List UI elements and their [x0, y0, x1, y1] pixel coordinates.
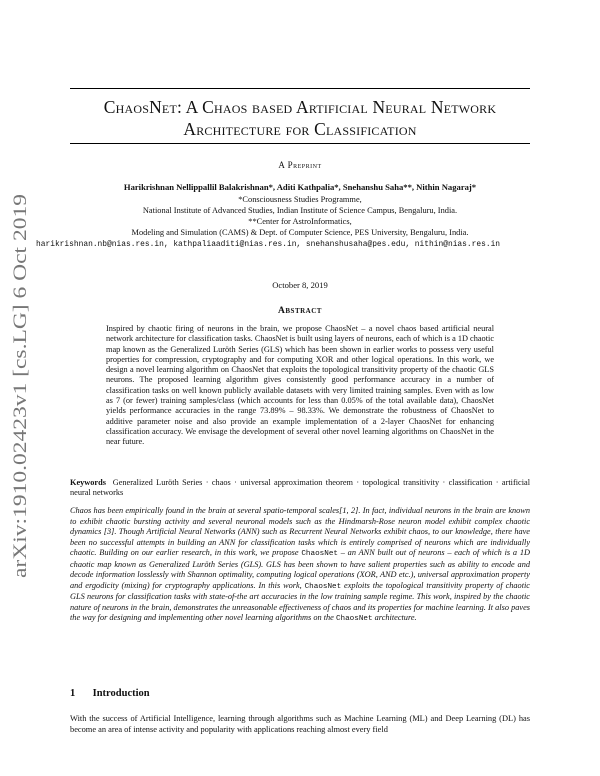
section-heading-introduction [70, 688, 530, 699]
paper-title [60, 96, 540, 140]
intro-summary-part-2: – an ANN built out of neurons – each of which is a 1D chaotic map known as Generalized Luröth Series (GLS). GLS has been shown to have salient properties such as ability to encode and decode information losslessly with Shannon optimality, computing logical operations (XOR, AND etc.), universal approximation property and ergodicity (mixing) for cryptography applications. In this work, [70, 548, 530, 590]
arxiv-stamp [6, 192, 34, 578]
title-line-2: Architecture for Classification [183, 119, 417, 139]
chaosnet-term-3: ChaosNet [335, 615, 373, 623]
keywords-label: Keywords [70, 478, 106, 487]
keywords-text: Generalized Luröth Series · chaos · universal approximation theorem · topological transitivity · classification · artificial neural networks [70, 478, 531, 498]
author-list: Harikrishnan Nellippallil Balakrishnan*, Aditi Kathpalia*, Snehanshu Saha**, Nithin Nagaraj* [123, 182, 477, 192]
intro-summary-part-1: Chaos has been empirically found in the brain at several spatio-temporal scales[1, 2]. In fact, individual neurons in the brain are known to exhibit chaotic bursting activity and several neuronal models such as the Hindmarsh-Rose neuron model exhibit complex chaotic dynamics [3]. Though Artificial Neural Networks (ANN) such as Recurrent Neural Networks exhibit chaos, to our knowledge, there have been no successful attempts in building an ANN for classification tasks which is entirely comprised of neurons which are individually chaotic. Building on our earlier research, in this work, we propose [70, 506, 530, 557]
chaosnet-term-2: ChaosNet [304, 582, 342, 591]
title-line-1: ChaosNet: A Chaos based Artificial Neural Network [103, 97, 497, 117]
section-number: 1 [70, 688, 76, 699]
chaosnet-term-1: ChaosNet [301, 550, 338, 558]
abstract-text: Inspired by chaotic firing of neurons in the brain, we propose ChaosNet – a novel chaos based artificial neural network architecture for classification tasks. ChaosNet is built using layers of neurons, each of which is a 1D chaotic map known as the Generalized Luröth Series (GLS) which has been shown in earlier works to possess very useful properties for compression, cryptography and for computing XOR and other logical operations. In this work, we design a novel learning algorithm on ChaosNet that exploits the topological transitivity property of the chaotic GLS neurons. The proposed learning algorithm gives consistently good performance accuracy in a number of classification tasks on well known publicly available datasets with very limited training samples. Even with as low as 7 (or fewer) training samples/class (which accounts for less than 0.05% of the total available data), ChaosNet yields performance accuracies in the range 73.89% – 98.33%. We demonstrate the robustness of ChaosNet to additive parameter noise and also provide an example implementation of a 2-layer ChaosNet for enhancing classification accuracy. We envisage the development of several other novel learning algorithms on ChaosNet in the near future. [106, 324, 494, 447]
preprint-label: A Preprint [278, 160, 322, 170]
title-rule-top [70, 88, 530, 89]
intro-summary-part-3: exploits the topological transitivity property of chaotic GLS neurons for classification tasks with state-of-the art accuracies in the low training sample regime. This work, inspired by the chaotic nature of neurons in the brain, demonstrates the unreasonable effectiveness of chaos and its properties for machine learning. It also paves the way for designing and implementing other novel learning algorithms on the [70, 580, 530, 622]
intro-summary-part-4: architecture. [372, 613, 417, 622]
arxiv-stamp-text: arXiv:1910.02423v1 [cs.LG] 6 Oct 2019 [10, 267, 31, 578]
paper-date: October 8, 2019 [272, 280, 328, 290]
affiliation-4: Modeling and Simulation (CAMS) & Dept. of Computer Science, PES University, Bengaluru, India. [131, 228, 469, 237]
author-emails: harikrishnan.nb@nias.res.in, kathpaliaaditi@nias.res.in, snehanshusaha@pes.edu, nithin@nias.res.in [36, 240, 501, 249]
introduction-text: With the success of Artificial Intelligence, learning through algorithms such as Machine Learning (ML) and Deep Learning (DL) has become an area of intense activity and popularity with applications reaching almost every field [70, 714, 530, 734]
affiliation-2: National Institute of Advanced Studies, Indian Institute of Science Campus, Bengaluru, India. [142, 206, 458, 215]
section-title: Introduction [92, 688, 150, 699]
keywords [70, 478, 530, 499]
intro-summary [70, 506, 530, 625]
title-rule-bottom [70, 143, 530, 144]
abstract-heading: Abstract [278, 306, 322, 316]
affiliation-1: *Consciousness Studies Programme, [238, 195, 362, 204]
affiliation-3: **Center for AstroInformatics, [248, 217, 352, 226]
